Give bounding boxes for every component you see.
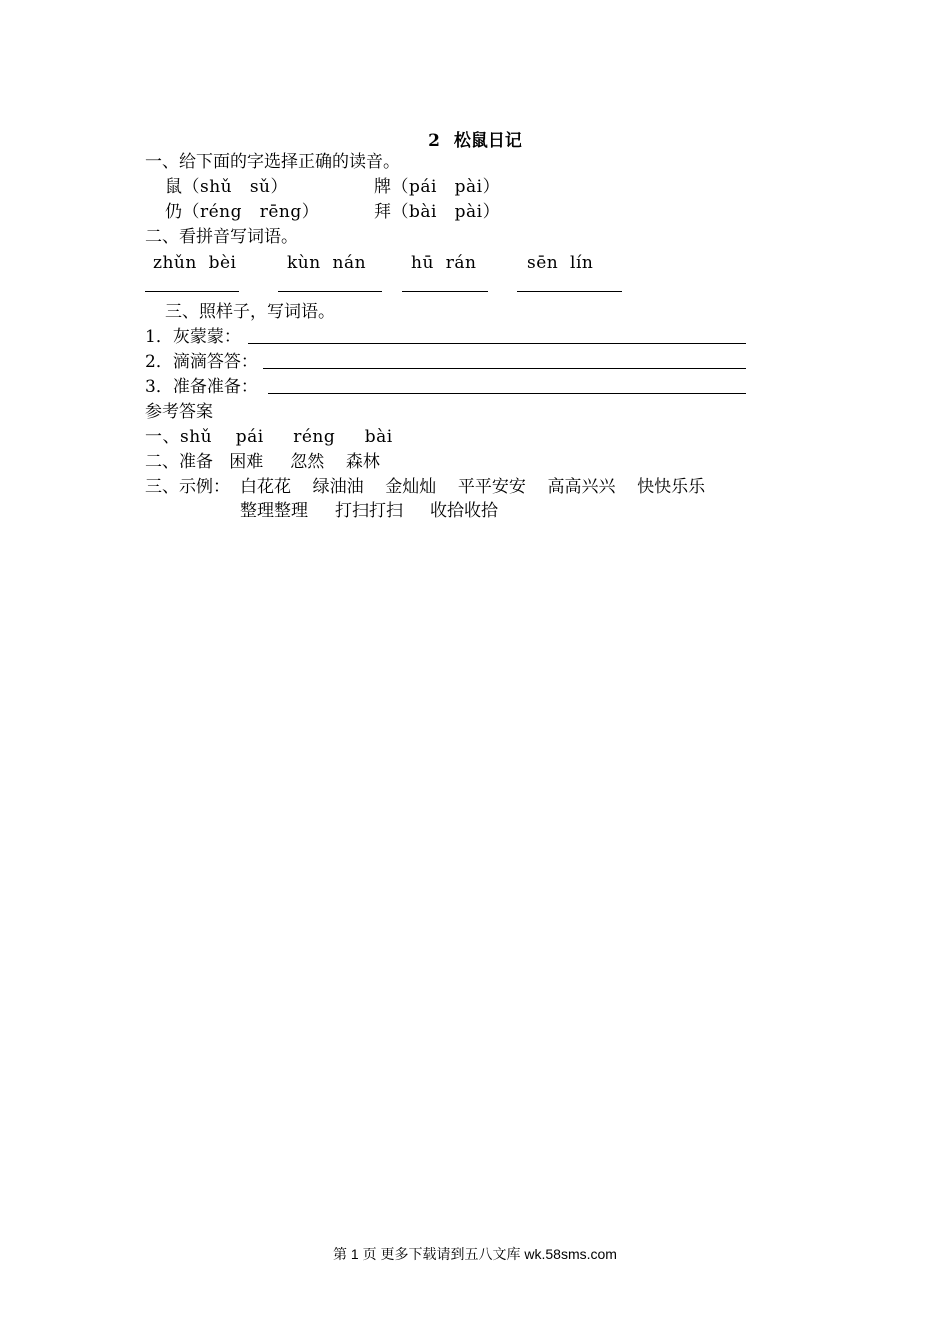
answer-blank[interactable] — [248, 343, 746, 344]
answer-blank[interactable] — [517, 291, 622, 292]
section3-item-label: 3．准备准备： — [145, 377, 258, 397]
answer-line-3-label: 三、示例： — [145, 477, 230, 497]
answer-blank[interactable] — [402, 291, 488, 292]
answer-line-2: 二、准备 困难 忽然 森林 — [145, 452, 380, 472]
section1-row2-right: 拜（bài pài） — [374, 202, 501, 222]
section2-heading: 二、看拼音写词语。 — [145, 227, 298, 247]
answer-line-1: 一、shǔ pái réng bài — [145, 427, 393, 447]
answer-blank[interactable] — [268, 393, 746, 394]
section1-heading: 一、给下面的字选择正确的读音。 — [145, 152, 400, 172]
section3-item-label: 2．滴滴答答： — [145, 352, 258, 372]
answer-blank[interactable] — [145, 291, 239, 292]
lesson-number: 2 — [428, 131, 440, 151]
section3-heading: 三、照样子，写词语。 — [165, 302, 335, 322]
section1-row1-right: 牌（pái pài） — [374, 177, 501, 197]
answer-blank[interactable] — [263, 368, 746, 369]
pinyin-item: sēn lín — [527, 253, 594, 273]
page-footer: 第 1 页 更多下载请到五八文库 wk.58sms.com — [333, 1246, 617, 1262]
page-title — [0, 126, 950, 151]
answer-blank[interactable] — [278, 291, 382, 292]
section1-row2-left: 仍（réng rēng） — [165, 202, 320, 222]
answer-line-3-row1: 白花花 绿油油 金灿灿 平平安安 高高兴兴 快快乐乐 — [240, 477, 706, 497]
section3-item-label: 1．灰蒙蒙： — [145, 327, 241, 347]
pinyin-item: kùn nán — [287, 253, 367, 273]
section1-row1-left: 鼠（shǔ sǔ） — [165, 177, 289, 197]
answers-heading: 参考答案 — [145, 402, 213, 422]
pinyin-item: zhǔn bèi — [153, 253, 237, 273]
pinyin-item: hū rán — [411, 253, 477, 273]
answer-line-3-row2: 整理整理 打扫打扫 收拾收拾 — [240, 501, 499, 521]
lesson-title: 松鼠日记 — [453, 131, 522, 151]
